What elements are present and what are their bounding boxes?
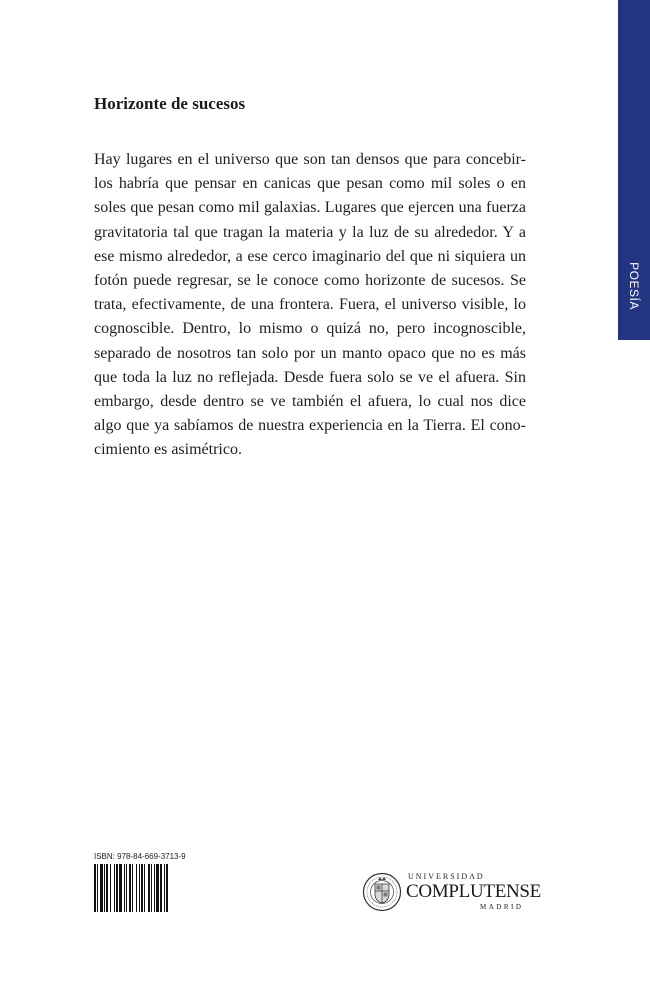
barcode-bar: [132, 864, 133, 912]
isbn-label: ISBN: 978-84-669-3713-9: [94, 852, 186, 861]
synopsis-line: algo que ya sabíamos de nuestra experiencia en la Tierra. El cono-: [94, 417, 526, 435]
barcode-bar: [119, 864, 122, 912]
synopsis-line: Hay lugares en el universo que son tan densos que para concebir-: [94, 151, 526, 168]
publisher-line-university: UNIVERSIDAD: [408, 872, 485, 881]
synopsis-line: trata, efectivamente, de una frontera. Fuera, el universo visible, lo: [94, 296, 526, 314]
barcode-bar: [156, 864, 159, 912]
barcode-bar: [136, 864, 137, 912]
synopsis-line: los habría que pensar en canicas que pesan como mil soles o en: [94, 175, 526, 193]
barcode-bar: [114, 864, 115, 912]
barcode-bar: [94, 864, 96, 912]
barcode-bar: [139, 864, 140, 912]
barcode-bar: [166, 864, 168, 912]
barcode-bar: [106, 864, 108, 912]
barcode-bar: [97, 864, 98, 912]
barcode-bar: [160, 864, 162, 912]
barcode-bar: [116, 864, 118, 912]
collection-label: POESÍA: [627, 262, 641, 310]
barcode-bar: [154, 864, 155, 912]
barcode-bar: [100, 864, 103, 912]
barcode-bar: [141, 864, 143, 912]
university-seal-icon: [362, 870, 402, 914]
synopsis-line: ese mismo alrededor, a ese cerco imaginario del que ni siquiera un: [94, 247, 526, 265]
barcode-bar: [124, 864, 125, 912]
collection-tab: [618, 0, 650, 340]
barcode-bar: [126, 864, 127, 912]
synopsis-line: gravitatoria tal que tragan la materia y la luz de su alrededor. Y a: [94, 223, 526, 241]
barcode-bar: [104, 864, 105, 912]
book-title: Horizonte de sucesos: [94, 94, 246, 113]
synopsis-line: cimiento es asimétrico.: [94, 441, 242, 459]
synopsis-line: embargo, desde dentro se ve también el afuera, lo cual nos dice: [94, 392, 526, 410]
publisher-line-madrid: MADRID: [480, 903, 524, 911]
publisher-line-complutense: COMPLUTENSE: [406, 881, 541, 902]
publisher-logo: [362, 868, 541, 916]
barcode-bar: [144, 864, 145, 912]
synopsis-line: fotón puede regresar, se le conoce como horizonte de sucesos. Se: [94, 271, 526, 289]
barcode-bar: [110, 864, 111, 912]
synopsis-line: separado de nosotros tan solo por un manto opaco que no es más: [94, 344, 526, 362]
barcode-bar: [148, 864, 150, 912]
barcode-bar: [151, 864, 152, 912]
barcode-icon: [94, 864, 190, 912]
synopsis-line: cognoscible. Dentro, lo mismo o quizá no, pero incognoscible,: [94, 320, 526, 338]
synopsis-line: soles que pesan como mil galaxias. Lugares que ejercen una fuerza: [94, 199, 526, 217]
synopsis-text: [94, 148, 526, 462]
barcode-bar: [164, 864, 165, 912]
barcode-bar: [129, 864, 131, 912]
synopsis-line: que toda la luz no reflejada. Desde fuera solo se ve el afuera. Sin: [94, 368, 526, 386]
